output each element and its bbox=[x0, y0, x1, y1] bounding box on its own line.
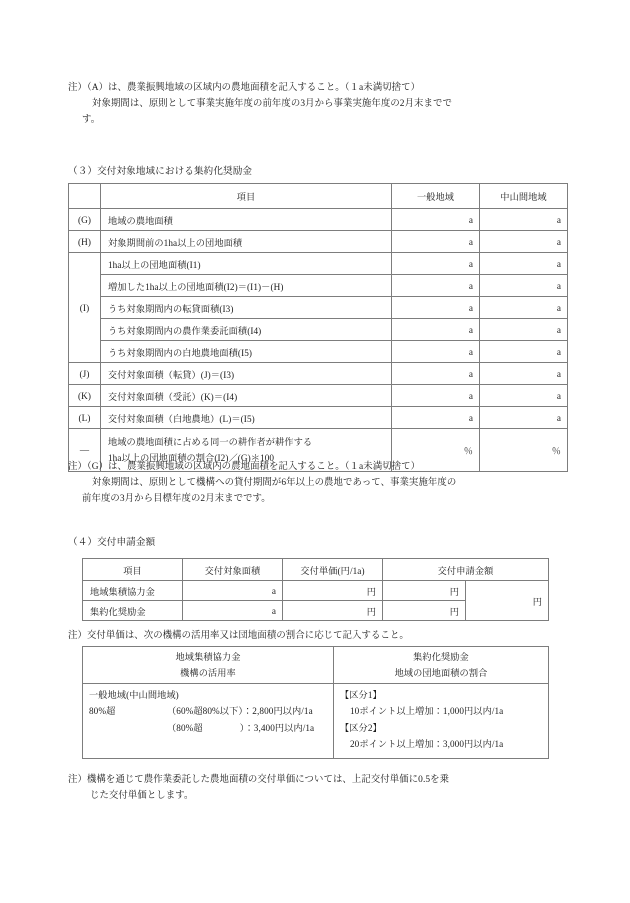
table-header-row bbox=[83, 647, 549, 684]
row-value-chusankan: a bbox=[480, 275, 568, 297]
table-row bbox=[69, 341, 568, 363]
header-general-area: 一般地域 bbox=[392, 184, 480, 209]
right-criteria-row: 10ポイント以上増加：1,000円以内/1a bbox=[350, 706, 504, 717]
header-left-line-1: 地域集積協力金 bbox=[175, 651, 241, 662]
row-value-chusankan: a bbox=[480, 319, 568, 341]
row-value-general: a bbox=[392, 363, 480, 385]
header-unit-price: 交付単価(円/1a) bbox=[283, 559, 383, 581]
note-tanka-line-1: 注）交付単価は、次の機構の活用率又は団地面積の割合に応じて記入すること。 bbox=[68, 631, 409, 641]
row-unit-price: 円 bbox=[283, 601, 383, 621]
row-label: (H) bbox=[69, 231, 101, 253]
left-criteria-cell bbox=[83, 684, 334, 759]
row-item: うち対象期間内の転貸面積(I3) bbox=[101, 297, 392, 319]
left-criteria-row bbox=[89, 703, 333, 719]
row-item: 地域集積協力金 bbox=[83, 581, 183, 601]
row-item: 対象期間前の1ha以上の団地面積 bbox=[101, 231, 392, 253]
row-label-group-i: (I) bbox=[69, 253, 101, 363]
note-block-g bbox=[68, 459, 588, 508]
row-value-chusankan: a bbox=[480, 231, 568, 253]
left-criteria-value: （60%超80%以下）：2,800円以内/1a bbox=[167, 706, 313, 717]
row-item: うち対象期間内の白地農地面積(I5) bbox=[101, 341, 392, 363]
table-row bbox=[69, 319, 568, 341]
left-criteria-row bbox=[89, 720, 333, 736]
row-item: 交付対象面積（白地農地）(L)＝(I5) bbox=[101, 407, 392, 429]
row-value-chusankan: ％ bbox=[480, 429, 568, 472]
row-value-general: a bbox=[392, 231, 480, 253]
row-item: 交付対象面積（転貸）(J)＝(I3) bbox=[101, 363, 392, 385]
row-value-chusankan: a bbox=[480, 363, 568, 385]
row-amount: 円 bbox=[383, 601, 466, 621]
row-value-chusankan: a bbox=[480, 341, 568, 363]
header-chusankan-area: 中山間地域 bbox=[480, 184, 568, 209]
shuyakuka-shoreikin-table bbox=[68, 183, 568, 472]
row-value-chusankan: a bbox=[480, 297, 568, 319]
row-value-general: a bbox=[392, 209, 480, 231]
note-g-line-1: 注）（G）は、農業振興地域の区域内の農地面積を記入すること。（１a未満切捨て） bbox=[68, 462, 421, 472]
note-block-tanka bbox=[68, 628, 588, 644]
note-g-line-3: 前年度の3月から目標年度の2月末までです。 bbox=[82, 494, 271, 505]
row-item: 増加した1ha以上の団地面積(I2)＝(I1)－(H) bbox=[101, 275, 392, 297]
row-label: (L) bbox=[69, 407, 101, 429]
row-value-chusankan: a bbox=[480, 385, 568, 407]
table-row bbox=[69, 275, 568, 297]
table-row bbox=[69, 407, 568, 429]
row-amount: 円 bbox=[383, 581, 466, 601]
table-header-row bbox=[83, 559, 549, 581]
right-criteria-cell bbox=[334, 684, 549, 759]
row-area: a bbox=[183, 581, 283, 601]
section-4-heading: （４）交付申請金額 bbox=[68, 537, 156, 548]
header-chiiki-shuseki-kyoryokukin bbox=[83, 647, 334, 684]
note-final-line-1: 注）機構を通じて農作業委託した農地面積の交付単価については、上記交付単価に0.5を乗 bbox=[68, 775, 450, 785]
row-area: a bbox=[183, 601, 283, 621]
table-row bbox=[69, 297, 568, 319]
left-criteria-value: （80%超 ）：3,400円以内/1a bbox=[167, 722, 315, 733]
row-value-general: a bbox=[392, 319, 480, 341]
note-a-line-3: す。 bbox=[82, 115, 101, 126]
row-value-chusankan: a bbox=[480, 209, 568, 231]
header-shuyakuka-shoreikin bbox=[334, 647, 549, 684]
right-criteria-row: 20ポイント以上増加：3,000円以内/1a bbox=[350, 739, 504, 750]
unit-price-criteria-table bbox=[82, 646, 549, 759]
row-item: 1ha以上の団地面積(I1) bbox=[101, 253, 392, 275]
table-row bbox=[69, 209, 568, 231]
row-item-ratio-line-2: 1ha以上の団地面積の割合(I2)／(G)＊100 bbox=[108, 453, 275, 463]
left-criteria-label bbox=[89, 720, 167, 736]
note-a-line-1: 注）（A）は、農業振興地域の区域内の農地面積を記入すること。（１a未満切捨て） bbox=[68, 83, 421, 93]
row-value-general: a bbox=[392, 297, 480, 319]
row-item: 地域の農地面積 bbox=[101, 209, 392, 231]
table-header-row bbox=[69, 184, 568, 209]
header-right-line-1: 集約化奨励金 bbox=[413, 651, 469, 662]
table-row bbox=[69, 385, 568, 407]
table-row bbox=[69, 253, 568, 275]
header-target-area: 交付対象面積 bbox=[183, 559, 283, 581]
note-a-line-2: 対象期間は、原則として事業実施年度の前年度の3月から事業実施年度の2月末までで bbox=[92, 99, 452, 110]
row-value-general: ％ bbox=[392, 429, 480, 472]
row-label: (G) bbox=[69, 209, 101, 231]
section-3-heading: （３）交付対象地域における集約化奨励金 bbox=[68, 166, 253, 177]
row-label: (K) bbox=[69, 385, 101, 407]
header-left-line-2: 機構の活用率 bbox=[180, 668, 236, 678]
table-row bbox=[69, 363, 568, 385]
table-body-row bbox=[83, 684, 549, 759]
row-total-amount: 円 bbox=[466, 581, 549, 621]
header-item: 項目 bbox=[101, 184, 392, 209]
table-row bbox=[69, 231, 568, 253]
row-label: (J) bbox=[69, 363, 101, 385]
row-item: 交付対象面積（受託）(K)＝(I4) bbox=[101, 385, 392, 407]
header-item: 項目 bbox=[83, 559, 183, 581]
row-value-general: a bbox=[392, 253, 480, 275]
row-value-general: a bbox=[392, 407, 480, 429]
left-criteria-row bbox=[89, 687, 333, 703]
row-item-ratio-line-1: 地域の農地面積に占める同一の耕作者が耕作する bbox=[108, 436, 313, 447]
row-unit-price: 円 bbox=[283, 581, 383, 601]
row-label: ― bbox=[69, 429, 101, 472]
header-blank bbox=[69, 184, 101, 209]
note-g-line-2: 対象期間は、原則として機構への貸付期間が6年以上の農地であって、事業実施年度の bbox=[92, 478, 457, 489]
row-value-general: a bbox=[392, 385, 480, 407]
table-row bbox=[83, 581, 549, 601]
row-value-general: a bbox=[392, 341, 480, 363]
left-criteria-label: 80%超 bbox=[89, 706, 116, 717]
header-application-amount: 交付申請金額 bbox=[383, 559, 549, 581]
row-item: 集約化奨励金 bbox=[83, 601, 183, 621]
row-value-chusankan: a bbox=[480, 253, 568, 275]
row-value-chusankan: a bbox=[480, 407, 568, 429]
right-criteria-row: 【区分1】 bbox=[340, 690, 382, 700]
row-item: うち対象期間内の農作業委託面積(I4) bbox=[101, 319, 392, 341]
note-block-final bbox=[68, 772, 588, 804]
note-final-line-2: じた交付単価とします。 bbox=[90, 791, 194, 802]
left-criteria-label: 一般地域(中山間地域) bbox=[89, 690, 179, 700]
row-value-general: a bbox=[392, 275, 480, 297]
right-criteria-row: 【区分2】 bbox=[340, 722, 382, 733]
note-block-a bbox=[68, 80, 588, 129]
header-right-line-2: 地域の団地面積の割合 bbox=[394, 668, 488, 678]
kofu-shinsei-kingaku-table bbox=[82, 558, 549, 621]
